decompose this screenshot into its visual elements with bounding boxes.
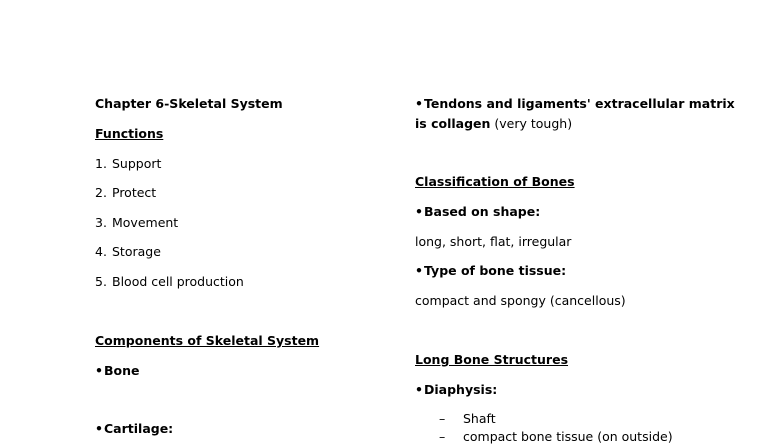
bullet-item-bone [95,363,140,378]
bullet-text: Cartilage: [104,421,174,436]
bullet-item-shape [415,204,540,219]
classification-heading: Classification of Bones [415,174,575,189]
bullet-item-tissue [415,263,566,278]
bullet-item-cartilage [95,421,173,436]
components-heading: Components of Skeletal System [95,333,320,348]
sub-item-text: compact bone tissue (on outside) [463,429,673,444]
list-text: Movement [112,215,179,230]
bullet-text: Type of bone tissue: [424,263,567,278]
bullet-icon: • [95,421,103,436]
list-number: 3. [95,215,107,230]
list-number: 4. [95,244,107,259]
bullet-text: Bone [104,363,140,378]
bullet-icon: • [415,204,423,219]
function-item [95,156,161,171]
function-item [95,185,156,200]
chapter-title: Chapter 6-Skeletal System [95,96,283,111]
bold-text: is collagen [415,116,491,131]
plain-text: (very tough) [494,116,573,131]
sub-item-compact [439,429,673,444]
bullet-text: Tendons and ligaments' extracellular matrix [424,96,735,111]
function-item [95,244,161,259]
bullet-icon: • [415,96,423,111]
list-text: Support [112,156,162,171]
sub-item-shaft [439,411,496,426]
bullet-icon: • [415,263,423,278]
list-number: 2. [95,185,107,200]
list-text: Protect [112,185,157,200]
shape-values: long, short, flat, irregular [415,234,572,249]
tissue-values: compact and spongy (cancellous) [415,293,626,308]
dash-icon: – [439,429,446,444]
sub-item-text: Shaft [463,411,496,426]
bullet-icon: • [415,382,423,397]
bullet-icon: • [95,363,103,378]
dash-icon: – [439,411,446,426]
list-text: Blood cell production [112,274,244,289]
function-item [95,274,244,289]
functions-heading: Functions [95,126,164,141]
list-number: 5. [95,274,107,289]
bullet-text: Diaphysis: [424,382,498,397]
function-item [95,215,178,230]
bullet-text: Based on shape: [424,204,541,219]
long-bone-heading: Long Bone Structures [415,352,569,367]
bullet-item-tendons [415,96,735,111]
list-text: Storage [112,244,161,259]
tendons-continuation [415,116,572,131]
list-number: 1. [95,156,107,171]
bullet-item-diaphysis [415,382,497,397]
